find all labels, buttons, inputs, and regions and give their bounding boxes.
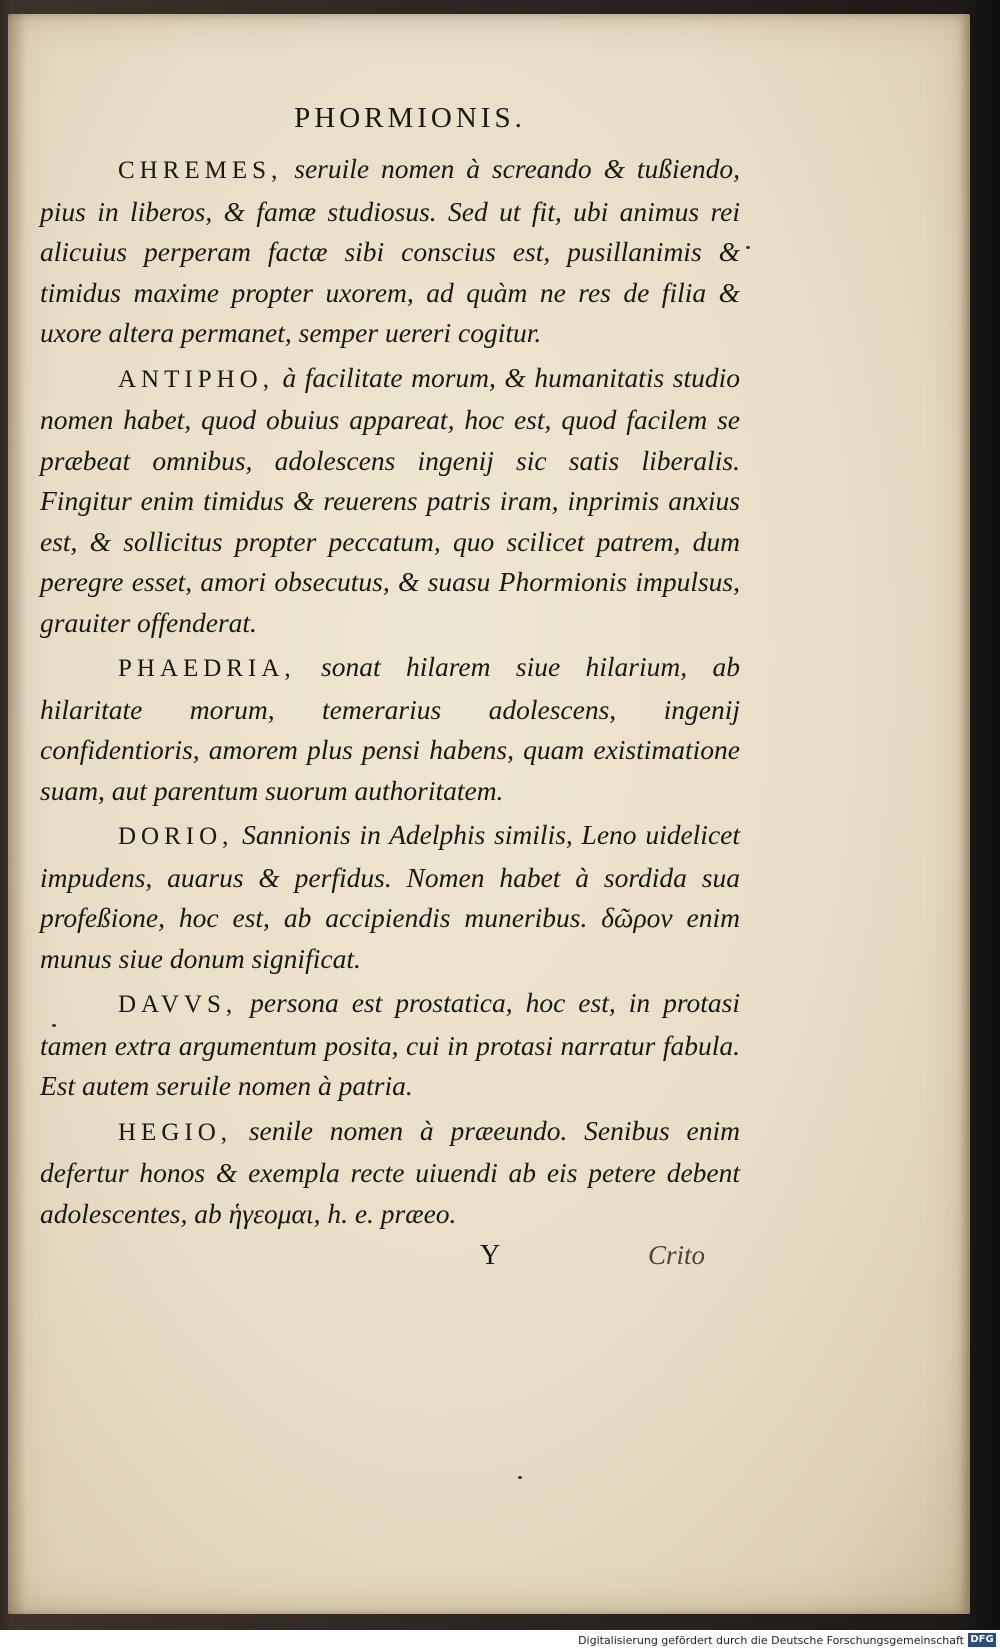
running-head: PHORMIONIS. (294, 102, 526, 134)
catchword: Crito (648, 1240, 706, 1270)
character-name: CHREMES, (118, 157, 283, 184)
ink-speck (746, 246, 750, 249)
character-name: ANTIPHO, (118, 365, 274, 393)
character-entry-chremes (40, 149, 740, 354)
footer-band (0, 1630, 1000, 1649)
character-description: sonat hilarem siue hilarium, ab hilaritate morum, temerarius adolescens, ingenij confidentioris, amorem plus pensi habens, quam existimatione suam, aut parentum suorum authoritatem. (40, 651, 740, 806)
character-description: à facilitate morum, & humanitatis studio nomen habet, quod obuius appareat, hoc est, quod facilem se præbeat omnibus, adolescens ingenij sic satis liberalis. Fingitur enim timidus & reuerens patris iram, inprimis anxius est, & sollicitus propter peccatum, quo scilicet patrem, dum peregre esset, amori obsecutus, & suasu Phormionis impulsus, grauiter offenderat. (40, 361, 740, 638)
text-block (40, 102, 740, 1280)
signature-mark: Y (480, 1240, 501, 1271)
character-name: DORIO, (118, 823, 234, 850)
character-name: HEGIO, (118, 1118, 233, 1146)
ink-speck (518, 1476, 522, 1479)
character-entry-hegio (40, 1111, 740, 1235)
character-entry-antipho (40, 358, 740, 644)
ink-speck (52, 1024, 56, 1027)
dfg-logo: DFG (968, 1633, 996, 1647)
character-name: PHAEDRIA, (118, 655, 296, 682)
character-description: persona est prostatica, hoc est, in protasi tamen extra argumentum posita, cui in protasi narratur fabula. Est autem seruile nomen à patria. (40, 987, 740, 1101)
character-entry-davus (40, 983, 740, 1107)
character-name: DAVVS, (118, 991, 238, 1018)
character-description: Sannionis in Adelphis similis, Leno uidelicet impudens, auarus & perfidus. Nomen habet à sordida sua profeßione, hoc est, ab accipiendis muneribus. δῶρον enim munus siue donum significat. (40, 819, 740, 974)
character-entry-phaedria (40, 647, 740, 811)
character-description: seruile nomen à screando & tußiendo, pius in liberos, & famæ studiosus. Sed ut fit, ubi animus rei alicuius perperam factæ sibi conscius est, pusillanimis & timidus maxime propter uxorem, ad quàm ne res de filia & uxore altera permanet, semper uereri cogitur. (40, 153, 740, 348)
character-description: senile nomen à præeundo. Senibus enim defertur honos & exempla recte uiuendi ab eis petere debent adolescentes, ab ἡγεομαι, h. e. præeo. (40, 1114, 740, 1229)
footer-credit: Digitalisierung gefördert durch die Deutsche Forschungsgemeinschaft (578, 1634, 964, 1647)
catchline (40, 1240, 740, 1280)
book-page (8, 14, 970, 1614)
character-entry-dorio (40, 815, 740, 979)
